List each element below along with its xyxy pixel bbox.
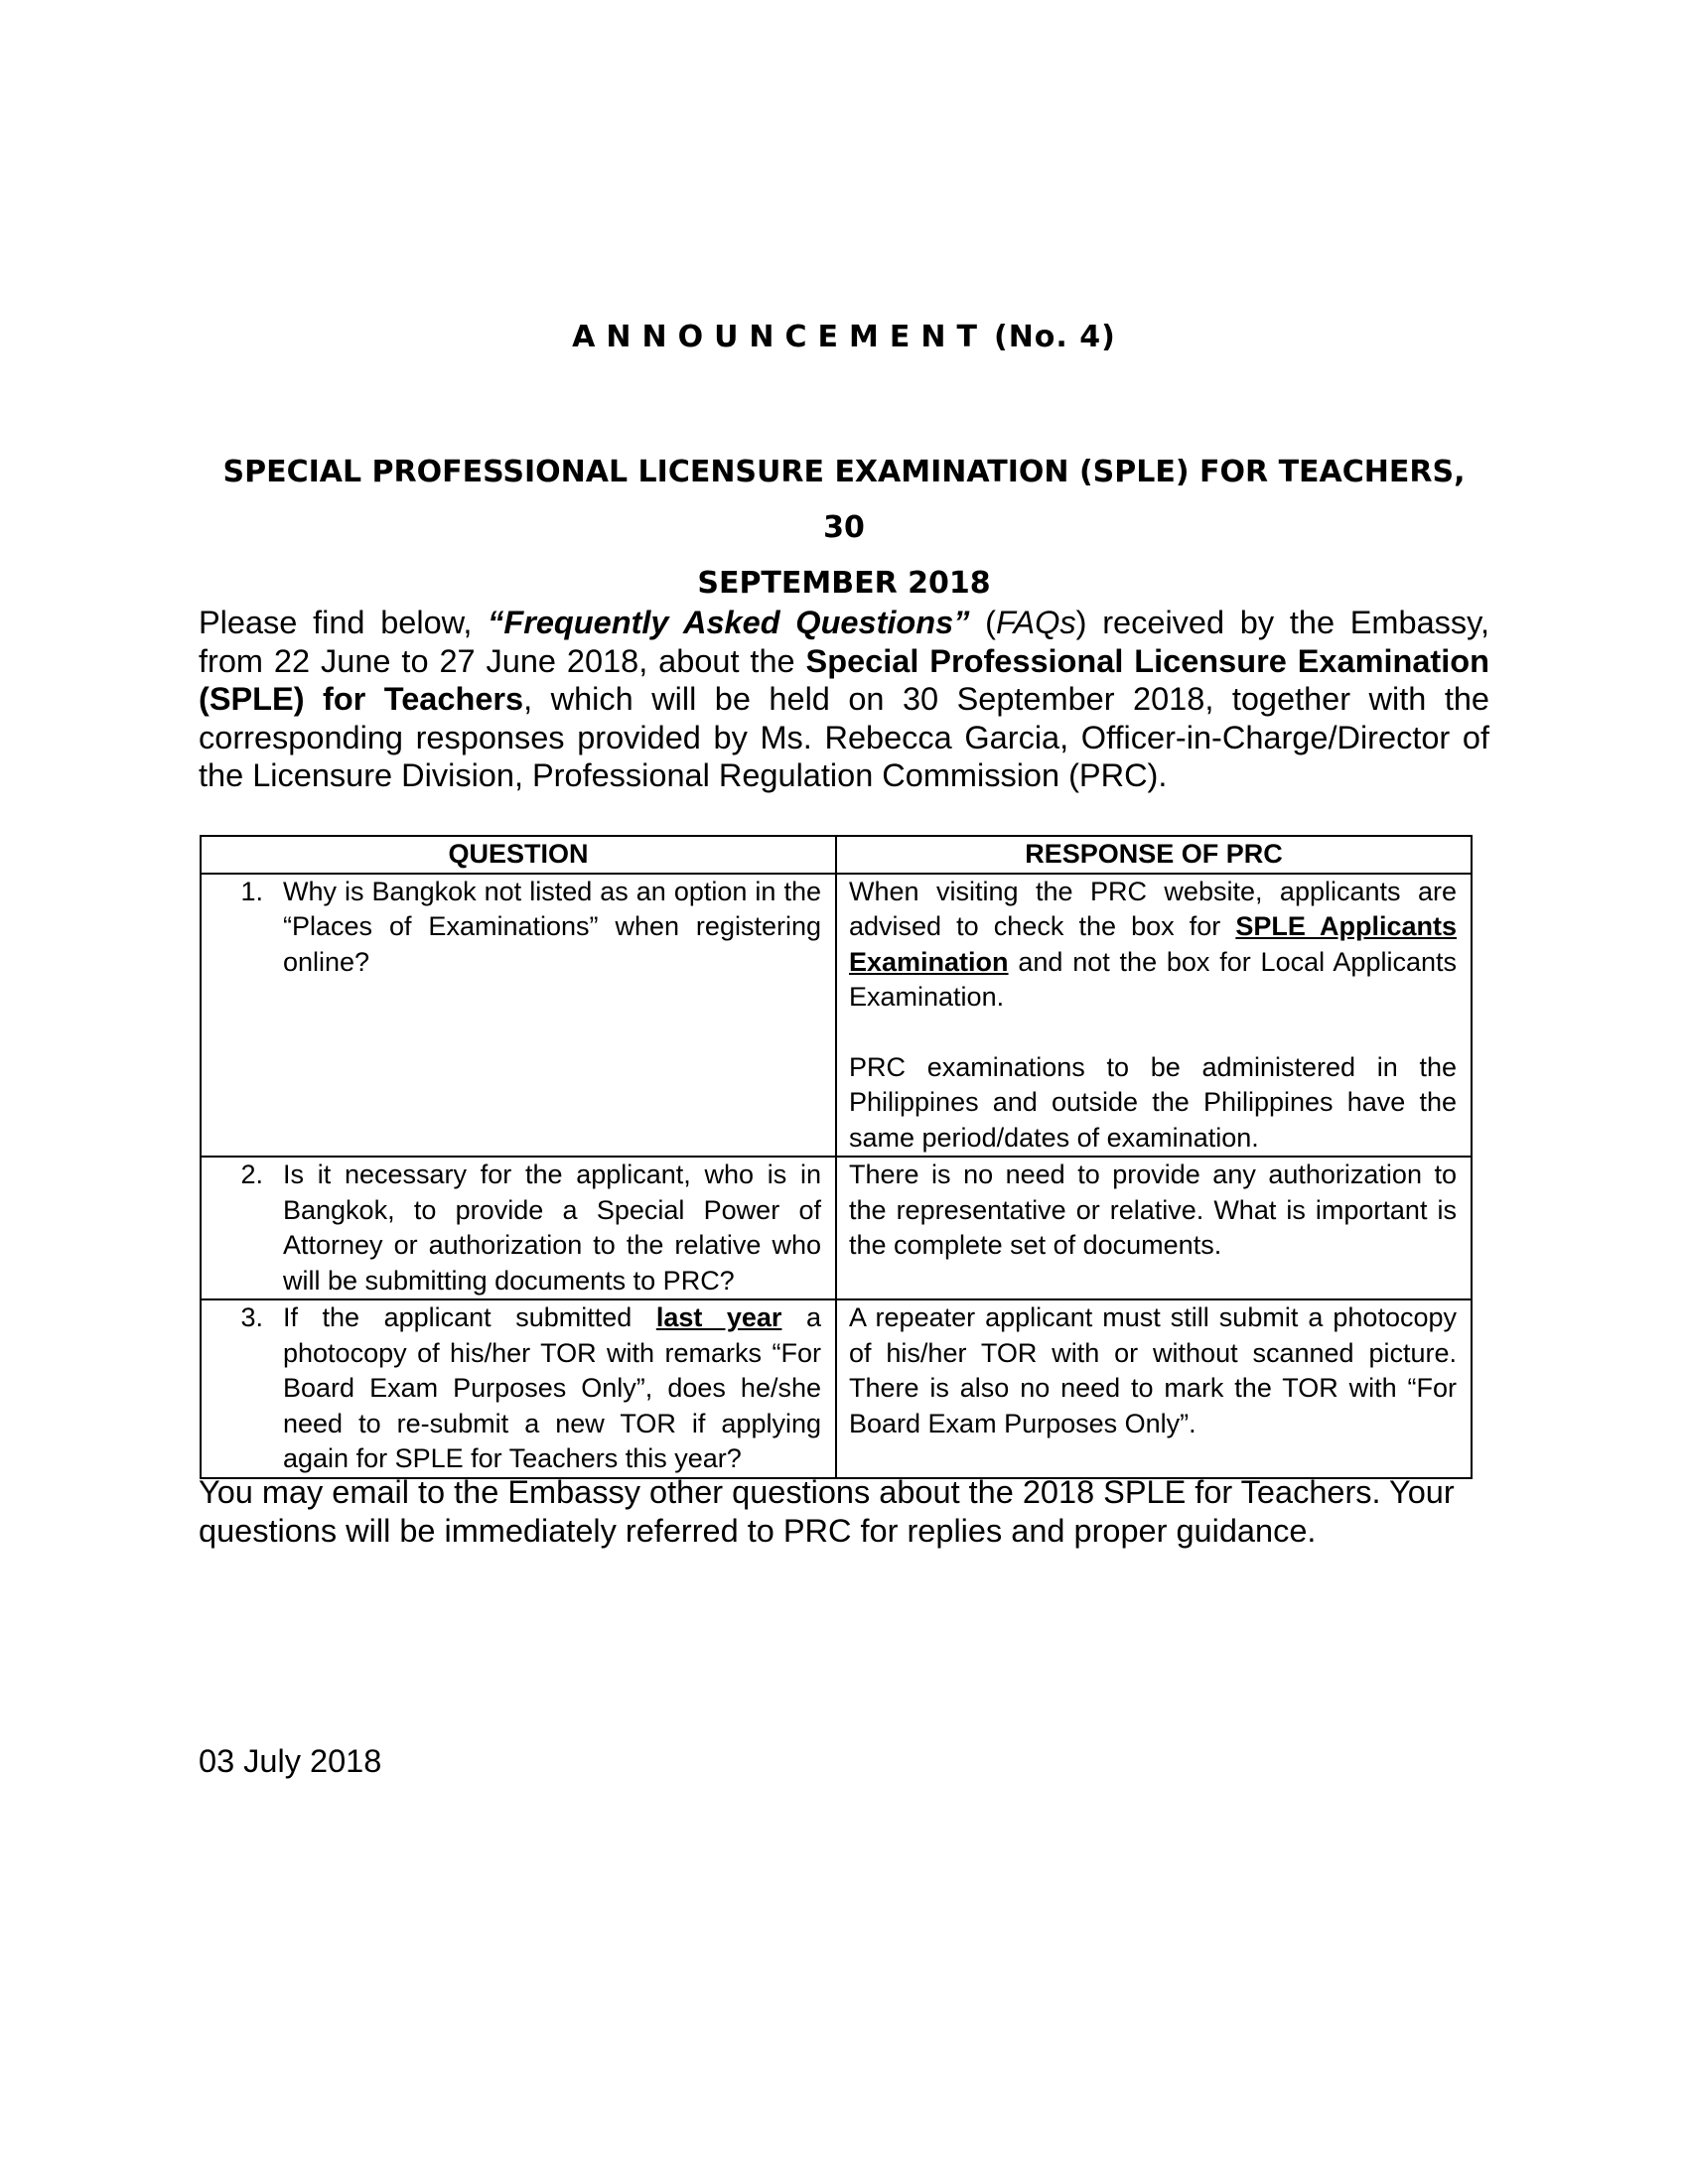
document-date: 03 July 2018 <box>199 1743 382 1779</box>
intro-text-4: , which will be held on 30 September 2018, together with the corresponding responses provided by Ms. Rebecca Garcia, Officer-in-Charge/Director of the Licensure Division, Professional Regulation Commission (PRC). <box>199 681 1490 793</box>
question-cell <box>201 1157 836 1299</box>
question-text: Why is Bangkok not listed as an option in the “Places of Examinations” when registering online? <box>283 876 821 977</box>
question-number: 1. <box>240 876 263 906</box>
table-row <box>201 874 1472 1158</box>
faq-header-row <box>201 836 1472 874</box>
response-cell <box>836 1157 1472 1299</box>
faq-label: “Frequently Asked Questions” <box>488 605 970 640</box>
question-number: 3. <box>240 1302 263 1332</box>
intro-text-1: Please find below, <box>199 605 489 640</box>
response-text <box>849 875 1457 1016</box>
announcement-subtitle <box>199 445 1489 612</box>
intro-text-3: ) received by the Embassy, from 22 June to 27 June 2018, about the <box>199 605 1490 679</box>
response-header: RESPONSE OF PRC <box>836 836 1472 874</box>
response-cell <box>836 874 1472 1158</box>
response-text: There is no need to provide any authorization to the representative or relative. What is important is the complete set of documents. <box>849 1160 1457 1260</box>
question-text <box>283 1300 821 1477</box>
question-number: 2. <box>240 1160 263 1189</box>
response-text-para-2: PRC examinations to be administered in the Philippines and outside the Philippines have the same period/dates of examination. <box>849 1051 1457 1153</box>
announcement-number: (No. 4) <box>993 320 1116 354</box>
intro-text-2: ( <box>969 605 997 640</box>
response-text-part-1: When visiting the PRC website, applicants are advised to check the box for <box>849 876 1457 941</box>
table-row <box>201 1157 1472 1299</box>
question-text-part-1: If the applicant submitted <box>283 1302 656 1332</box>
intro-paragraph <box>199 604 1489 795</box>
subtitle-line-2: SEPTEMBER 2018 <box>697 566 991 601</box>
subtitle-line-1: SPECIAL PROFESSIONAL LICENSURE EXAMINATION (SPLE) FOR TEACHERS, 30 <box>222 455 1466 545</box>
exam-name: Special Professional Licensure Examination (SPLE) for Teachers <box>199 642 1489 717</box>
announcement-title <box>0 320 1688 354</box>
question-cell <box>201 1299 836 1478</box>
announcement-title-word: ANNOUNCEMENT <box>572 320 988 354</box>
sple-applicants-examination-emphasis: SPLE Applicants Examination <box>849 911 1457 977</box>
question-text-part-2: a photocopy of his/her TOR with remarks “For Board Exam Purposes Only”, does he/she need to re-submit a new TOR if applying again for SPLE for Teachers this year? <box>283 1302 821 1473</box>
last-year-emphasis: last year <box>655 1302 782 1332</box>
response-text-part-2: and not the box for Local Applicants Examination. <box>849 946 1457 1012</box>
faq-table <box>200 835 1473 1479</box>
faq-abbreviation: FAQs <box>996 605 1076 640</box>
question-header: QUESTION <box>201 836 836 874</box>
table-row <box>201 1299 1472 1478</box>
response-cell <box>836 1299 1472 1478</box>
question-cell <box>201 874 836 1158</box>
question-text: Is it necessary for the applicant, who is in Bangkok, to provide a Special Power of Attorney or authorization to the relative who will be submitting documents to PRC? <box>283 1160 821 1296</box>
closing-paragraph: You may email to the Embassy other questions about the 2018 SPLE for Teachers. Your questions will be immediately referred to PRC for replies and proper guidance. <box>199 1474 1455 1549</box>
response-text: A repeater applicant must still submit a photocopy of his/her TOR with or without scanned picture. There is also no need to mark the TOR with “For Board Exam Purposes Only”. <box>849 1302 1457 1438</box>
